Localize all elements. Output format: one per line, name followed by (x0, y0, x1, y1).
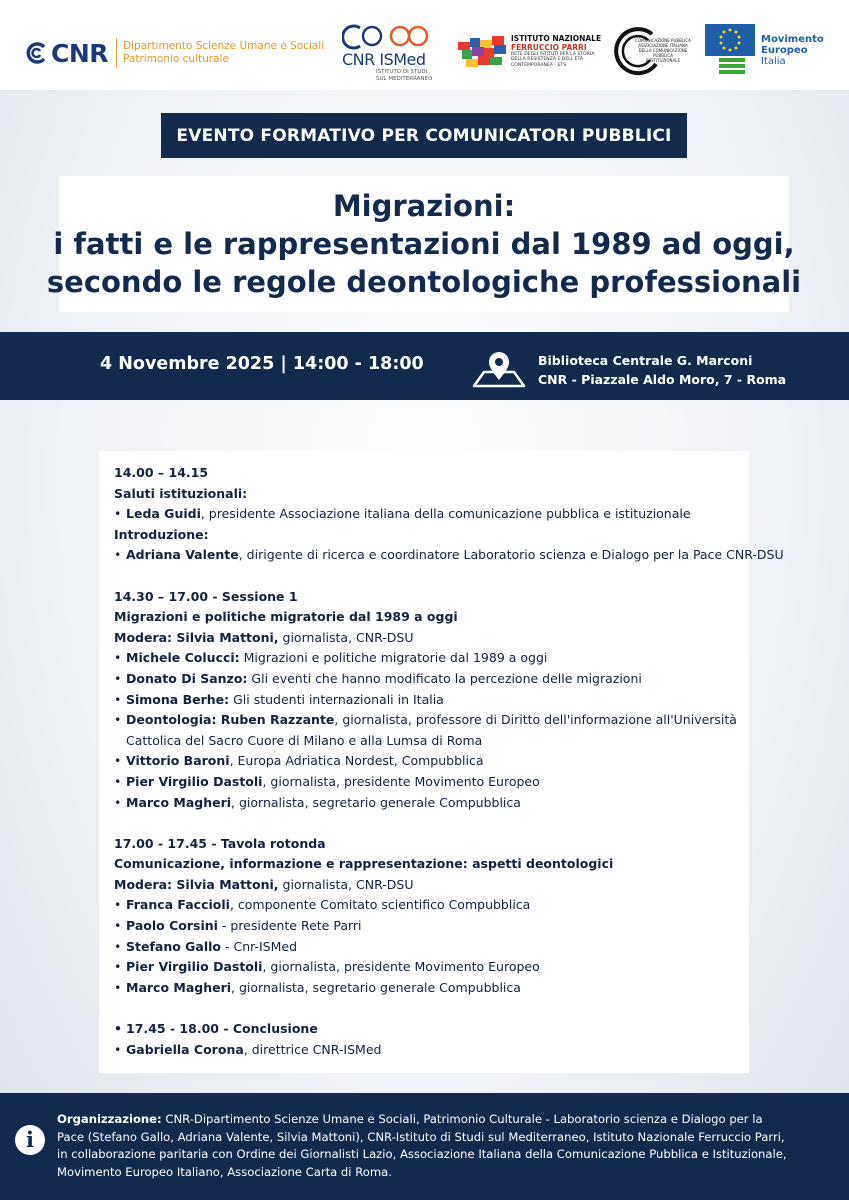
list-item: • Michele Colucci: Migrazioni e politiche migratorie dal 1989 a oggi (114, 648, 749, 669)
cnr-mark-icon (26, 42, 48, 64)
cnr-logo (26, 38, 324, 68)
organization-footer (0, 1093, 849, 1200)
logo-header (0, 0, 849, 90)
session-time: • 17.45 - 18.00 - Conclusione (114, 1019, 749, 1040)
list-item: • Simona Berhe: Gli studenti internazionali in Italia (114, 690, 749, 711)
ismed-logo (342, 22, 432, 83)
session-time: 14.30 – 17.00 - Sessione 1 (114, 588, 298, 604)
cnr-wordmark: CNR (51, 38, 109, 68)
parri-sub-line1: RETE DEGLI ISTITUTI PER LA STORIA (511, 52, 595, 57)
event-date-time: 4 Novembre 2025 | 14:00 - 18:00 (100, 354, 424, 374)
session-subheading: Introduzione: (114, 526, 209, 542)
session-heading: Migrazioni e politiche migratorie dal 1989 a oggi (114, 609, 458, 625)
session-time: 17.00 - 17.45 - Tavola rotonda (114, 835, 326, 851)
list-item: • Stefano Gallo - Cnr-ISMed (114, 937, 749, 958)
event-kicker: EVENTO FORMATIVO PER COMUNICATORI PUBBLICI (161, 113, 687, 158)
venue-line1: Biblioteca Centrale G. Marconi (538, 353, 753, 368)
parri-sub-line2: DELLA RESISTENZA E DELL'ETÀ (511, 57, 584, 63)
list-item: • Donato Di Sanzo: Gli eventi che hanno modificato la percezione delle migrazioni (114, 669, 749, 690)
program-box (99, 451, 784, 1073)
list-item: • Gabriella Corona, direttrice CNR-ISMed (114, 1040, 749, 1061)
compubblica-logo (612, 24, 692, 76)
parri-flag-icon (458, 34, 508, 68)
event-venue (538, 351, 786, 389)
eu-flag-icon (705, 24, 755, 76)
me-line1: Movimento (761, 33, 824, 45)
map-pin-icon (472, 350, 526, 388)
title-line3: secondo le regole deontologiche professionali (46, 265, 802, 299)
date-venue-band (0, 332, 849, 400)
compubblica-line3: DELLA COMUNICAZIONE PUBBLICA (638, 47, 688, 58)
parri-line2: FERRUCCIO PARRI (511, 43, 587, 52)
list-item: • Paolo Corsini - presidente Rete Parri (114, 916, 749, 937)
cnr-dept-line2: Patrimonio culturale (123, 53, 229, 65)
list-item: • Pier Virgilio Dastoli, giornalista, presidente Movimento Europeo (114, 772, 749, 793)
cnr-divider (116, 38, 117, 68)
list-item: • Pier Virgilio Dastoli, giornalista, presidente Movimento Europeo (114, 957, 749, 978)
session-heading: Saluti istituzionali: (114, 485, 248, 501)
list-item: • Franca Faccioli, componente Comitato scientifico Compubblica (114, 895, 749, 916)
list-item: • Deontologia: Ruben Razzante, giornalista, professore di Diritto dell'informazione all'Università (114, 710, 749, 731)
parri-line1: ISTITUTO NAZIONALE (511, 34, 602, 43)
list-item: • Vittorio Baroni, Europa Adriatica Nordest, Compubblica (114, 751, 749, 772)
organization-text: Organizzazione: CNR-Dipartimento Scienze Umane e Sociali, Patrimonio Culturale - Laboratorio scienza e Dialogo per la Pace (Stefano Gallo, Adriana Valente, Silvia Mattoni), CNR-Istituto di Studi sul Mediterraneo, Istituto Nazionale Ferruccio Parri, in collaborazione paritaria con Ordine dei Giornalisti Lazio, Associazione Italiana della Comunicazione Pubblica e Istituzionale, Movimento Europeo Italiano, Associazione Carta di Roma. (57, 1112, 787, 1179)
ismed-sub-line2: SUL MEDITERRANEO (376, 76, 433, 82)
title-line1: Migrazioni: (332, 189, 516, 223)
me-line3: Italia (761, 55, 786, 67)
parri-sub-line3: CONTEMPORANEA - ETS (511, 62, 567, 68)
parri-logo (458, 34, 601, 68)
session-heading: Comunicazione, informazione e rappresentazione: aspetti deontologici (114, 856, 614, 872)
cnr-dept-line1: Dipartimento Scienze Umane e Sociali (123, 40, 325, 52)
list-item-continuation: Cattolica del Sacro Cuore di Milano e alla Lumsa di Roma (126, 732, 483, 748)
list-item: • Leda Guidi, presidente Associazione italiana della comunicazione pubblica e istituzionale (114, 504, 749, 525)
list-item: • Adriana Valente, dirigente di ricerca e coordinatore Laboratorio scienza e Dialogo per la Pace CNR-DSU (114, 545, 749, 566)
compubblica-line2: ASSOCIAZIONE ITALIANA (638, 42, 688, 48)
list-item: • Marco Magheri, giornalista, segretario generale Compubblica (114, 978, 749, 999)
compubblica-line4: E ISTITUZIONALE (646, 57, 680, 63)
venue-line2: CNR - Piazzale Aldo Moro, 7 - Roma (538, 372, 787, 387)
moderator: Modera: Silvia Mattoni, giornalista, CNR-DSU (114, 629, 414, 645)
info-icon: i (15, 1125, 45, 1155)
ismed-sub-line1: ISTITUTO DI STUDI (376, 69, 428, 75)
event-title (46, 176, 802, 312)
ismed-mark-icon (342, 22, 432, 50)
list-item: • Marco Magheri, giornalista, segretario generale Compubblica (114, 793, 749, 814)
moderator: Modera: Silvia Mattoni, giornalista, CNR-DSU (114, 876, 414, 892)
session-time: 14.00 – 14.15 (114, 465, 209, 480)
title-line2: i fatti e le rappresentazioni dal 1989 ad oggi, (53, 227, 795, 261)
me-line2: Europeo (761, 44, 808, 56)
ismed-wordmark: CNR ISMed (342, 50, 426, 69)
movimento-europeo-logo (705, 24, 824, 76)
compubblica-line1: COMUNICAZIONE PUBBLICA (635, 37, 691, 43)
